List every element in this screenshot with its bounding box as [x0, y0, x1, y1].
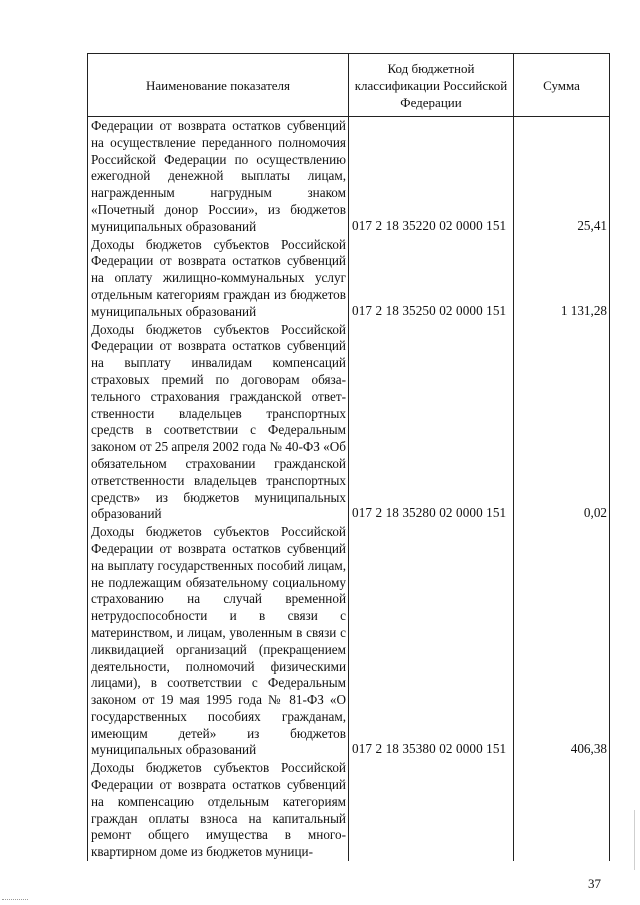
row-budget-code — [349, 759, 514, 861]
header-budget-code: Код бюджетной классификации Российской Федерации — [349, 54, 514, 117]
table-row — [88, 117, 610, 236]
row-sum: 406,38 — [514, 523, 610, 759]
row-sum: 25,41 — [514, 117, 610, 236]
page-number: 37 — [588, 876, 601, 891]
row-indicator-name: Федерации от возврата остатков субвенций на осуществление переданного полномочия Российской Федерации по осуществлению ежегодной денежной выплаты лицам, награжденным нагрудным знаком «Почетный донор России», из бюджетов муниципальных образований — [88, 117, 349, 236]
table-header-row — [88, 54, 610, 117]
row-indicator-name: Доходы бюджетов субъектов Российской Федерации от возврата остатков субвенций на выплату инвалидам компенсаций страховых премий по договорам обязательного страхования гражданской ответственности владельцев транспортных средств в соответствии с Федеральным законом от 25 апреля 2002 года № 40-ФЗ «Об обязательном страховании гражданской ответственности владельцев транспортных средств» из бюджетов муниципальных образований — [88, 321, 349, 524]
budget-revenue-table — [87, 53, 610, 861]
table-row — [88, 523, 610, 759]
row-sum: 1 131,28 — [514, 236, 610, 321]
header-sum: Сумма — [514, 54, 610, 117]
row-indicator-name: Доходы бюджетов субъектов Российской Федерации от возврата остатков субвенций на оплату жилищно-коммунальных услуг отдельным категориям граждан из бюджетов муниципальных образований — [88, 236, 349, 321]
header-indicator-name: Наименование показателя — [88, 54, 349, 117]
scan-edge-line — [634, 810, 635, 870]
table-row — [88, 759, 610, 861]
table-row — [88, 321, 610, 524]
row-budget-code: 017 2 18 35280 02 0000 151 — [349, 321, 514, 524]
row-budget-code: 017 2 18 35380 02 0000 151 — [349, 523, 514, 759]
row-budget-code: 017 2 18 35220 02 0000 151 — [349, 117, 514, 236]
table-row — [88, 236, 610, 321]
row-sum — [514, 759, 610, 861]
row-indicator-name: Доходы бюджетов субъектов Российской Федерации от возврата остатков субвенций на компенсацию отдельным категориям граждан оплаты взноса на капитальный ремонт общего имущества в многоквартирном доме из бюджетов муници- — [88, 759, 349, 861]
row-budget-code: 017 2 18 35250 02 0000 151 — [349, 236, 514, 321]
scan-artifact-mark — [2, 899, 28, 900]
row-indicator-name: Доходы бюджетов субъектов Российской Федерации от возврата остатков субвенций на выплату государственных пособий лицам, не подлежащим обязательному социальному страхованию на случай временной нетрудоспособности и в связи с материнством, и лицам, уволенным в связи с ликвидацией организаций (прекращением деятельности, полномочий физическими лицами), в соответствии с Федеральным законом от 19 мая 1995 года № 81-ФЗ «О государственных пособиях гражданам, имеющим детей» из бюджетов муниципальных образований — [88, 523, 349, 759]
row-sum: 0,02 — [514, 321, 610, 524]
